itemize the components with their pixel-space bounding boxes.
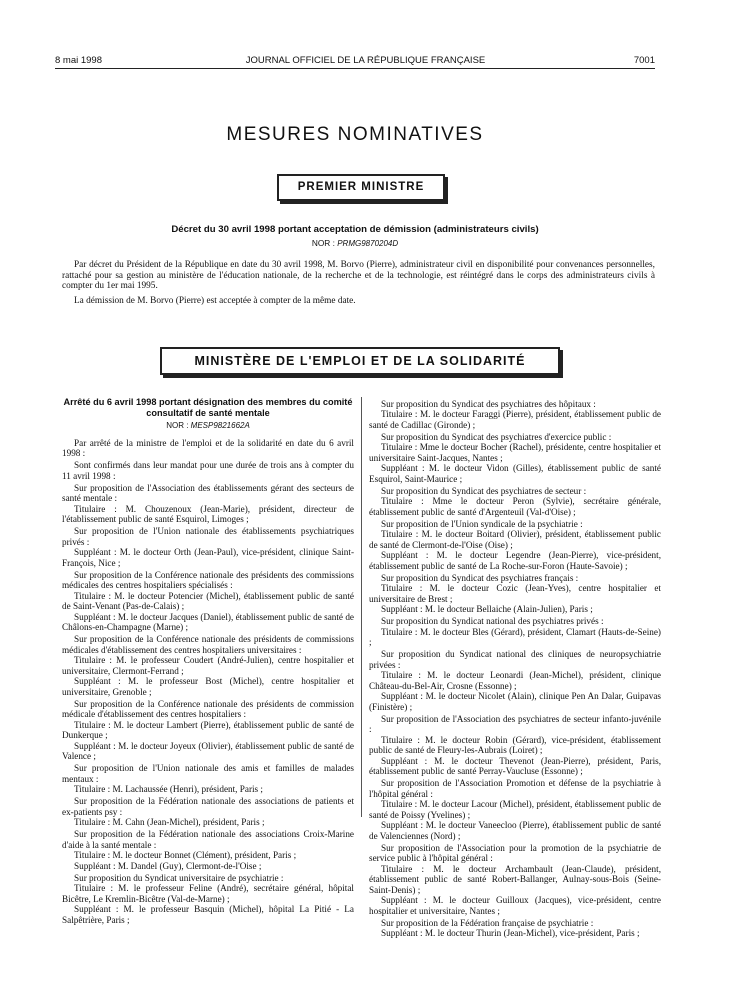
header-page-number: 7001 bbox=[633, 55, 655, 66]
header-rule bbox=[55, 68, 655, 69]
arrete-paragraph: Titulaire : M. le docteur Lambert (Pierre), établissement public de santé de Dunkerque ; bbox=[62, 719, 354, 740]
arrete-paragraph: Sont confirmés dans leur mandat pour une durée de trois ans à compter du 11 avril 1998 : bbox=[62, 460, 354, 481]
arrete-paragraph: Suppléant : M. le docteur Nicolet (Alain), clinique Pen An Dalar, Guipavas (Finistère) ; bbox=[369, 691, 661, 712]
arrete-paragraph: Sur proposition du Syndicat national des cliniques de neuropsychiatrie privées : bbox=[369, 649, 661, 670]
arrete-paragraph: Sur proposition de la Conférence nationale des présidents de commissions médicales d'établissement des centres hospitaliers universitaires : bbox=[62, 634, 354, 655]
right-paragraph-list bbox=[369, 399, 661, 939]
arrete-paragraph: Titulaire : M. le professeur Coudert (André-Julien), centre hospitalier et universitaire, Clermont-Ferrand ; bbox=[62, 655, 354, 676]
arrete-paragraph: Titulaire : M. le professeur Feline (André), secrétaire général, hôpital Bicêtre, Le Kremlin-Bicêtre (Val-de-Marne) ; bbox=[62, 883, 354, 904]
arrete-paragraph: Sur proposition du Syndicat universitaire de psychiatrie : bbox=[74, 872, 284, 883]
arrete-paragraph: Titulaire : M. Chouzenoux (Jean-Marie), président, directeur de l'établissement public de santé Esquirol, Limoges ; bbox=[62, 503, 354, 524]
decret-paragraph-2: La démission de M. Borvo (Pierre) est acceptée à compter de la même date. bbox=[74, 296, 356, 306]
arrete-paragraph: Suppléant : M. le professeur Basquin (Michel), hôpital La Pitié - La Salpêtrière, Paris ; bbox=[62, 904, 354, 925]
arrete-paragraph: Suppléant : M. le docteur Thurin (Jean-Michel), vice-président, Paris ; bbox=[381, 928, 640, 938]
arrete-paragraph: Suppléant : M. le docteur Jacques (Daniel), établissement public de santé de Châlons-en-Champagne (Marne) ; bbox=[62, 611, 354, 632]
arrete-paragraph: Titulaire : M. le docteur Robin (Gérard), vice-président, établissement public de santé de Fleury-les-Aubrais (Loiret) ; bbox=[369, 734, 661, 755]
column-divider bbox=[361, 397, 362, 817]
arrete-paragraph: Titulaire : Mme le docteur Bocher (Rachel), présidente, centre hospitalier et universitaire Saint-Jacques, Nantes ; bbox=[369, 442, 661, 463]
decret-paragraph-1: Par décret du Président de la République en date du 30 avril 1998, M. Borvo (Pierre), administrateur civil en disponibilité pour convenances personnelles, rattaché pour sa gestion au ministère de l'éducation nationale, de la recherche et de la technologie, est réintégré dans le corps des administrateurs civils à compter du 1er mai 1995. bbox=[62, 260, 655, 291]
arrete-nor-label: NOR : bbox=[166, 421, 189, 430]
arrete-paragraph: Sur proposition de l'Association des psychiatres de secteur infanto-juvénile : bbox=[369, 713, 661, 734]
arrete-paragraph: Suppléant : M. Dandel (Guy), Clermont-de-l'Oise ; bbox=[74, 860, 262, 871]
arrete-paragraph: Sur proposition du Syndicat national des psychiatres privés : bbox=[381, 616, 604, 626]
arrete-nor bbox=[62, 421, 354, 432]
decret-nor bbox=[55, 238, 655, 248]
arrete-paragraph: Sur proposition du Syndicat des psychiatres français : bbox=[381, 572, 579, 583]
arrete-paragraph: Titulaire : M. le docteur Leonardi (Jean-Michel), président, clinique Château-du-Bel-Air, Crosne (Essonne) ; bbox=[369, 670, 661, 691]
arrete-paragraph: Titulaire : M. le docteur Bonnet (Clément), président, Paris ; bbox=[74, 850, 297, 860]
arrete-paragraph: Titulaire : M. le docteur Faraggi (Pierre), président, établissement public de santé de Cadillac (Gironde) ; bbox=[369, 409, 661, 430]
right-column bbox=[369, 397, 661, 939]
arrete-paragraph: Suppléant : M. le docteur Orth (Jean-Paul), vice-président, clinique Saint-François, Nice ; bbox=[62, 547, 354, 568]
arrete-paragraph: Sur proposition de l'Association Promotion et défense de la psychiatrie à l'hôpital général : bbox=[369, 778, 661, 799]
arrete-paragraph: Sur proposition de l'Union nationale des amis et familles de malades mentaux : bbox=[62, 763, 354, 784]
arrete-paragraph: Suppléant : M. le docteur Joyeux (Olivier), établissement public de santé de Valence ; bbox=[62, 740, 354, 761]
arrete-paragraph: Par arrêté de la ministre de l'emploi et de la solidarité en date du 6 avril 1998 : bbox=[62, 437, 354, 458]
left-column bbox=[62, 397, 354, 925]
arrete-paragraph: Sur proposition du Syndicat des psychiatres de secteur : bbox=[381, 485, 587, 496]
section-title: MESURES NOMINATIVES bbox=[226, 124, 484, 145]
header-journal-title: JOURNAL OFFICIEL DE LA RÉPUBLIQUE FRANÇAISE bbox=[245, 55, 486, 66]
arrete-paragraph: Sur proposition de l'Association des établissements gérant des secteurs de santé mentale : bbox=[62, 482, 354, 503]
arrete-paragraph: Titulaire : M. Cahn (Jean-Michel), président, Paris ; bbox=[74, 817, 265, 827]
arrete-paragraph: Sur proposition de l'Union nationale des établissements psychiatriques privés : bbox=[62, 526, 354, 547]
arrete-paragraph: Sur proposition de la Fédération nationale des associations de patients et ex-patients psy : bbox=[62, 796, 354, 817]
arrete-paragraph: Sur proposition de l'Association pour la promotion de la psychiatrie de service public à l'hôpital général : bbox=[369, 842, 661, 863]
arrete-paragraph: Titulaire : M. le docteur Cozic (Jean-Yves), centre hospitalier et universitaire de Brest ; bbox=[369, 583, 661, 604]
arrete-paragraph: Suppléant : M. le docteur Thevenot (Jean-Pierre), président, Paris, établissement public de santé Perray-Vaucluse (Essonne) ; bbox=[369, 755, 661, 776]
decret-nor-label: NOR : bbox=[311, 238, 335, 248]
ministere-box: MINISTÈRE DE L'EMPLOI ET DE LA SOLIDARITÉ bbox=[160, 347, 560, 375]
decret-nor-code: PRMG9870204D bbox=[337, 239, 399, 248]
arrete-paragraph: Suppléant : M. le docteur Vaneecloo (Pierre), établissement public de santé de Valenciennes (Nord) ; bbox=[369, 820, 661, 841]
decret-title: Décret du 30 avril 1998 portant acceptation de démission (administrateurs civils) bbox=[171, 224, 539, 235]
arrete-paragraph: Sur proposition de la Conférence nationale des présidents de commission médicale d'établissement des centres hospitaliers : bbox=[62, 698, 354, 719]
arrete-paragraph: Titulaire : M. Lachaussée (Henri), président, Paris ; bbox=[74, 784, 263, 794]
left-paragraph-list bbox=[62, 438, 354, 926]
arrete-paragraph: Suppléant : M. le professeur Bost (Michel), centre hospitalier et universitaire, Grenoble ; bbox=[62, 676, 354, 697]
arrete-paragraph: Suppléant : M. le docteur Bellaiche (Alain-Julien), Paris ; bbox=[381, 604, 593, 614]
arrete-paragraph: Titulaire : Mme le docteur Peron (Sylvie), secrétaire générale, établissement public de santé d'Argenteuil (Val-d'Oise) ; bbox=[369, 496, 661, 517]
arrete-paragraph: Suppléant : M. le docteur Vidon (Gilles), établissement public de santé Esquirol, Saint-Maurice ; bbox=[369, 463, 661, 484]
arrete-paragraph: Sur proposition de l'Union syndicale de la psychiatrie : bbox=[381, 518, 583, 529]
arrete-paragraph: Sur proposition de la Fédération française de psychiatrie : bbox=[381, 917, 594, 928]
arrete-paragraph: Sur proposition du Syndicat des psychiatres des hôpitaux : bbox=[381, 398, 596, 409]
arrete-paragraph: Titulaire : M. le docteur Archambault (Jean-Claude), président, établissement public de santé Robert-Ballanger, Aulnay-sous-Bois (Seine-Saint-Denis) ; bbox=[369, 863, 661, 895]
arrete-nor-code: MESP9821662A bbox=[190, 421, 250, 430]
arrete-paragraph: Sur proposition de la Fédération nationale des associations Croix-Marine d'aide à la santé mentale : bbox=[62, 829, 354, 850]
arrete-paragraph: Sur proposition de la Conférence nationale des présidents des commissions médicales des centres hospitaliers spécialisés : bbox=[62, 569, 354, 590]
arrete-paragraph: Sur proposition du Syndicat des psychiatres d'exercice public : bbox=[381, 431, 612, 442]
arrete-paragraph: Titulaire : M. le docteur Boitard (Olivier), président, établissement public de santé de Clermont-de-l'Oise (Oise) ; bbox=[369, 529, 661, 550]
arrete-paragraph: Suppléant : M. le docteur Legendre (Jean-Pierre), vice-président, établissement public de santé de La Roche-sur-Foron (Haute-Savoie) ; bbox=[369, 550, 661, 571]
arrete-paragraph: Titulaire : M. le docteur Bles (Gérard), président, Clamart (Hauts-de-Seine) ; bbox=[369, 626, 661, 647]
arrete-paragraph: Titulaire : M. le docteur Lacour (Michel), président, établissement public de santé de Poissy (Yvelines) ; bbox=[369, 799, 661, 820]
premier-ministre-box: PREMIER MINISTRE bbox=[277, 174, 445, 201]
arrete-title: Arrêté du 6 avril 1998 portant désignation des membres du comité consultatif de santé mentale bbox=[63, 397, 353, 418]
header-date: 8 mai 1998 bbox=[55, 55, 103, 66]
arrete-paragraph: Suppléant : M. le docteur Guilloux (Jacques), vice-président, centre hospitalier et universitaire, Nantes ; bbox=[369, 895, 661, 916]
arrete-paragraph: Titulaire : M. le docteur Potencier (Michel), établissement public de santé de Saint-Venant (Pas-de-Calais) ; bbox=[62, 590, 354, 611]
